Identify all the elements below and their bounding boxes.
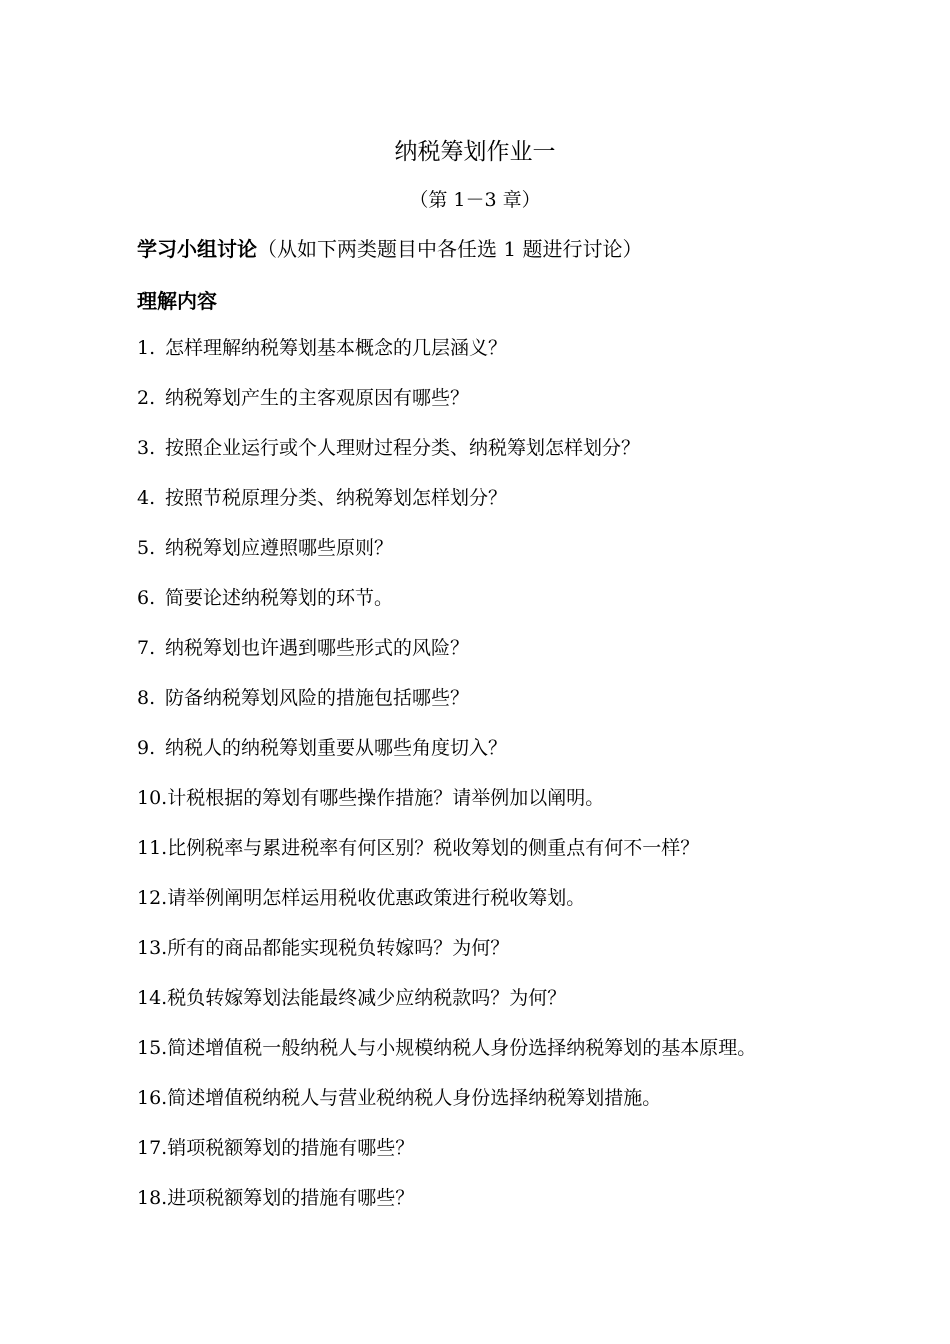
question-item (137, 983, 756, 1033)
question-item (137, 433, 756, 483)
question-item (137, 1183, 756, 1233)
question-item (137, 533, 756, 583)
question-item (137, 633, 756, 683)
question-number: 13. (137, 937, 168, 959)
question-number: 7. (137, 637, 156, 659)
question-item (137, 383, 756, 433)
question-text: 进项税额筹划的措施有哪些？ (167, 1187, 415, 1209)
question-number: 18. (137, 1187, 168, 1209)
question-item (137, 683, 756, 733)
question-number: 11. (137, 837, 168, 859)
question-item (137, 1033, 756, 1083)
question-text: 纳税筹划应遵照哪些原则？ (165, 537, 394, 559)
question-text: 防备纳税筹划风险的措施包括哪些？ (165, 687, 470, 709)
question-list (137, 333, 756, 1233)
question-item (137, 1133, 756, 1183)
question-item (137, 1083, 756, 1133)
question-number: 17. (137, 1137, 168, 1159)
question-item (137, 783, 756, 833)
question-text: 纳税筹划也许遇到哪些形式的风险？ (165, 637, 470, 659)
question-text: 简要论述纳税筹划的环节。 (165, 587, 394, 609)
discussion-note: （从如下两类题目中各任选 1 题进行讨论） (257, 237, 643, 261)
question-text: 按照节税原理分类、纳税筹划怎样划分？ (165, 487, 508, 509)
question-number: 8. (137, 687, 156, 709)
question-number: 12. (137, 887, 168, 909)
question-text: 纳税筹划产生的主客观原因有哪些？ (165, 387, 470, 409)
question-text: 简述增值税纳税人与营业税纳税人身份选择纳税筹划措施。 (167, 1087, 662, 1109)
question-text: 税负转嫁筹划法能最终减少应纳税款吗？为何？ (167, 987, 567, 1009)
question-text: 请举例阐明怎样运用税收优惠政策进行税收筹划。 (167, 887, 586, 909)
question-text: 比例税率与累进税率有何区别？税收筹划的侧重点有何不一样？ (167, 837, 700, 859)
question-number: 14. (137, 987, 168, 1009)
question-number: 4. (137, 487, 156, 509)
question-item (137, 733, 756, 783)
question-number: 15. (137, 1037, 168, 1059)
question-number: 1. (137, 337, 156, 359)
question-text: 按照企业运行或个人理财过程分类、纳税筹划怎样划分？ (165, 437, 641, 459)
question-number: 9. (137, 737, 156, 759)
question-text: 纳税人的纳税筹划重要从哪些角度切入？ (165, 737, 508, 759)
document-title: 纳税筹划作业一 (394, 139, 556, 165)
question-text: 简述增值税一般纳税人与小规模纳税人身份选择纳税筹划的基本原理。 (167, 1037, 757, 1059)
question-item (137, 833, 756, 883)
document-subtitle: （第 1－3 章） (409, 189, 541, 211)
discussion-label: 学习小组讨论 (137, 237, 257, 261)
question-number: 6. (137, 587, 156, 609)
question-text: 所有的商品都能实现税负转嫁吗？为何？ (167, 937, 510, 959)
question-number: 3. (137, 437, 156, 459)
question-number: 2. (137, 387, 156, 409)
section-heading: 理解内容 (137, 289, 217, 313)
question-text: 计税根据的筹划有哪些操作措施？请举例加以阐明。 (167, 787, 605, 809)
question-number: 10. (137, 787, 168, 809)
question-item (137, 883, 756, 933)
question-text: 怎样理解纳税筹划基本概念的几层涵义？ (165, 337, 508, 359)
question-text: 销项税额筹划的措施有哪些？ (167, 1137, 415, 1159)
question-item (137, 333, 756, 383)
question-item (137, 933, 756, 983)
question-item (137, 483, 756, 533)
question-number: 5. (137, 537, 156, 559)
discussion-line (137, 234, 642, 264)
question-item (137, 583, 756, 633)
question-number: 16. (137, 1087, 168, 1109)
